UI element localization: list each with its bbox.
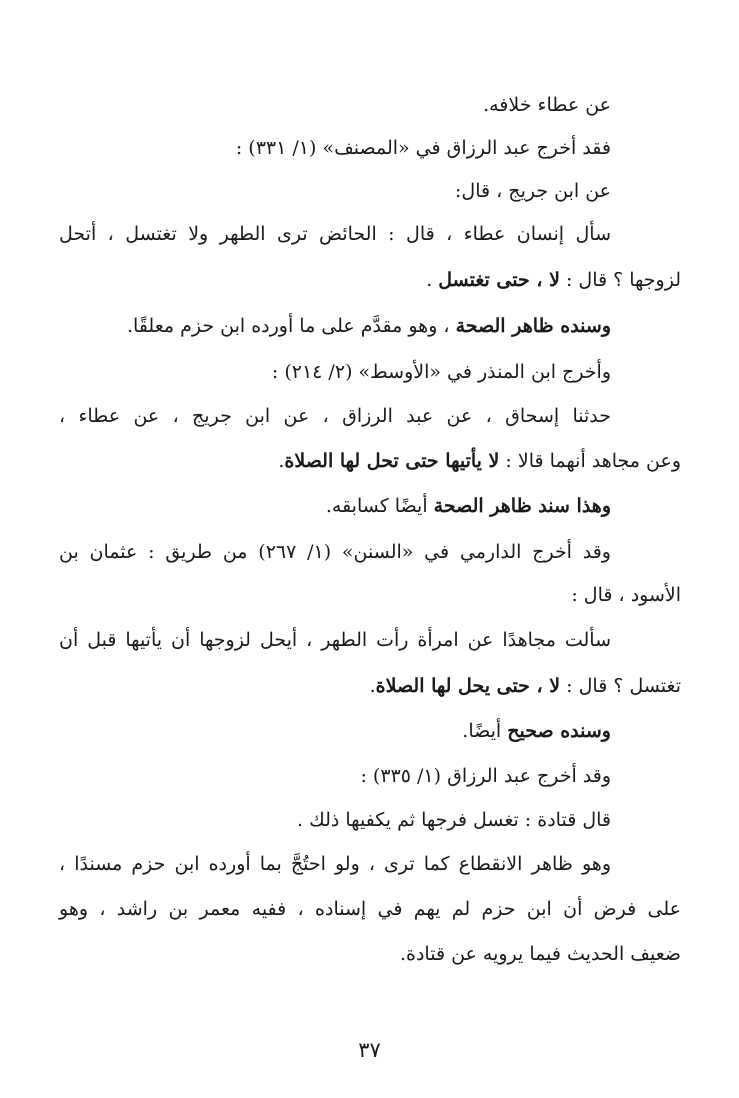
text-line: وأخرج ابن المنذر في «الأوسط» (٢/ ٢١٤) : <box>271 361 611 383</box>
text-line: سألت مجاهدًا عن امرأة رأت الطهر ، أيحل لزوجها أن يأتيها قبل أن <box>59 629 611 651</box>
text-line: وسنده صحيح أيضًا. <box>462 720 611 742</box>
text-line: وهو ظاهر الانقطاع كما ترى ، ولو احتُجَّ بما أورده ابن حزم مسندًا ، <box>59 853 611 875</box>
text-line: عن ابن جريج ، قال: <box>455 180 611 202</box>
text-line: وهذا سند ظاهر الصحة أيضًا كسابقه. <box>325 495 611 517</box>
text-line: وقد أخرج الدارمي في «السنن» (١/ ٢٦٧) من طريق : عثمان بن <box>59 541 611 563</box>
text-line: قال قتادة : تغسل فرجها ثم يكفيها ذلك . <box>297 809 611 831</box>
text-line: وعن مجاهد أنهما قالا : لا يأتيها حتى تحل لها الصلاة. <box>278 450 681 472</box>
text-line: سأل إنسان عطاء ، قال : الحائض ترى الطهر ولا تغتسل ، أتحل <box>59 223 611 245</box>
text-line: لزوجها ؟ قال : لا ، حتى تغتسل . <box>426 269 681 291</box>
text-line: ضعيف الحديث فيما يرويه عن قتادة. <box>399 943 681 965</box>
text-line: الأسود ، قال : <box>571 584 681 606</box>
text-line: عن عطاء خلافه. <box>483 94 611 116</box>
text-line: حدثنا إسحاق ، عن عبد الرزاق ، عن ابن جريج ، عن عطاء ، <box>59 405 611 427</box>
text-line: وسنده ظاهر الصحة ، وهو مقدَّم على ما أورده ابن حزم معلقًا. <box>126 315 611 337</box>
page-number: ٣٧ <box>358 1038 381 1062</box>
text-line: على فرض أن ابن حزم لم يهم في إسناده ، ففيه معمر بن راشد ، وهو <box>59 898 681 920</box>
text-line: وقد أخرج عبد الرزاق (١/ ٣٣٥) : <box>360 765 611 787</box>
text-line: فقد أخرج عبد الرزاق في «المصنف» (١/ ٣٣١) : <box>235 137 611 159</box>
text-line: تغتسل ؟ قال : لا ، حتى يحل لها الصلاة. <box>369 675 681 697</box>
